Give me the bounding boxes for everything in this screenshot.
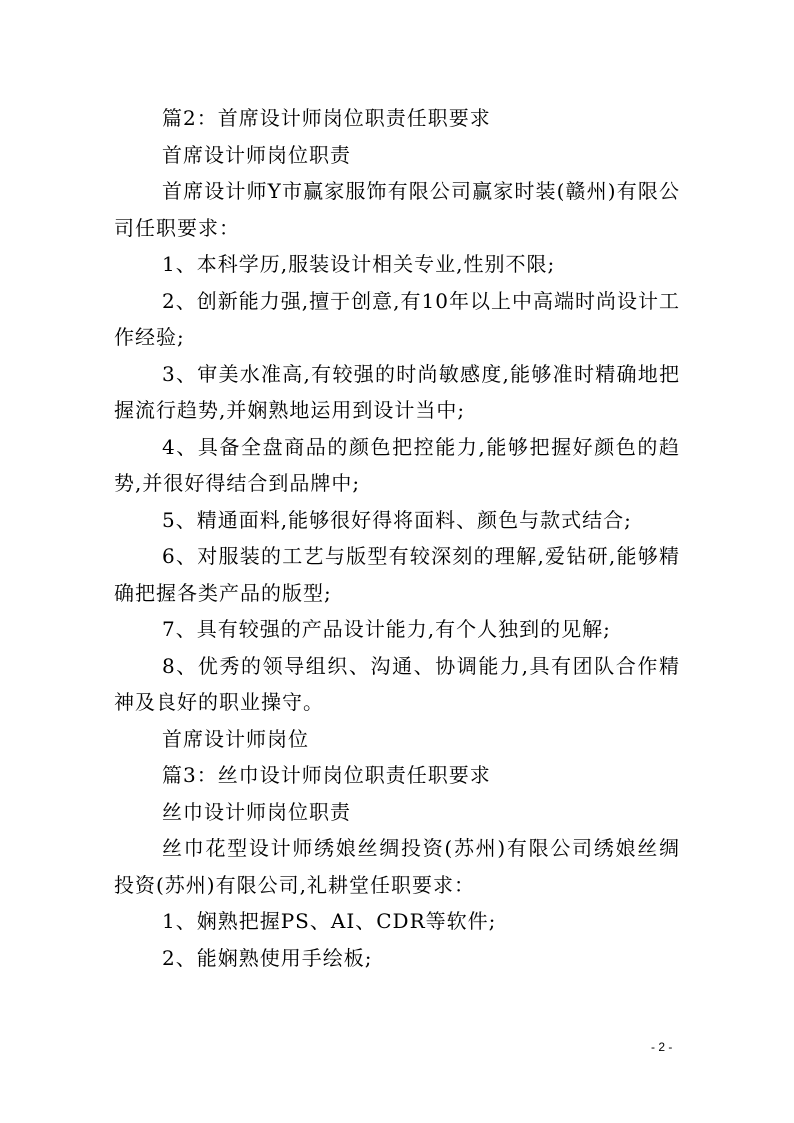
requirement-item: 7、具有较强的产品设计能力,有个人独到的见解; bbox=[162, 617, 611, 641]
section-title: 首席设计师岗位 bbox=[162, 726, 309, 751]
requirement-item: 4、具备全盘商品的颜色把控能力,能够把握好颜色的趋势,并很好得结合到品牌中; bbox=[114, 434, 680, 495]
requirement-item: 8、优秀的领导组织、沟通、协调能力,具有团队合作精神及良好的职业操守。 bbox=[114, 653, 680, 714]
requirement-item: 2、能娴熟使用手绘板; bbox=[162, 945, 373, 970]
heading-part-2: 篇2：首席设计师岗位职责任职要求 bbox=[162, 106, 491, 130]
requirement-item: 1、本科学历,服装设计相关专业,性别不限; bbox=[162, 252, 556, 276]
requirement-item: 3、审美水准高,有较强的时尚敏感度,能够准时精确地把握流行趋势,并娴熟地运用到设计当中; bbox=[114, 361, 680, 422]
requirement-item: 1、娴熟把握PS、AI、CDR等软件; bbox=[162, 909, 497, 933]
document-body bbox=[114, 100, 680, 976]
section-title: 首席设计师岗位职责 bbox=[162, 142, 351, 167]
requirement-item: 2、创新能力强,擅于创意,有10年以上中高端时尚设计工作经验; bbox=[114, 288, 680, 349]
requirement-item: 6、对服装的工艺与版型有较深刻的理解,爱钻研,能够精确把握各类产品的版型; bbox=[114, 544, 680, 605]
paragraph: 首席设计师Y市赢家服饰有限公司赢家时装(赣州)有限公司任职要求： bbox=[114, 179, 680, 240]
heading-part-3: 篇3：丝巾设计师岗位职责任职要求 bbox=[162, 763, 491, 787]
page-number: - 2 - bbox=[651, 1040, 673, 1054]
requirement-item: 5、精通面料,能够很好得将面料、颜色与款式结合; bbox=[162, 507, 632, 532]
section-title: 丝巾设计师岗位职责 bbox=[162, 799, 351, 824]
paragraph: 丝巾花型设计师绣娘丝绸投资(苏州)有限公司绣娘丝绸投资(苏州)有限公司,礼耕堂任职要求： bbox=[114, 836, 680, 897]
